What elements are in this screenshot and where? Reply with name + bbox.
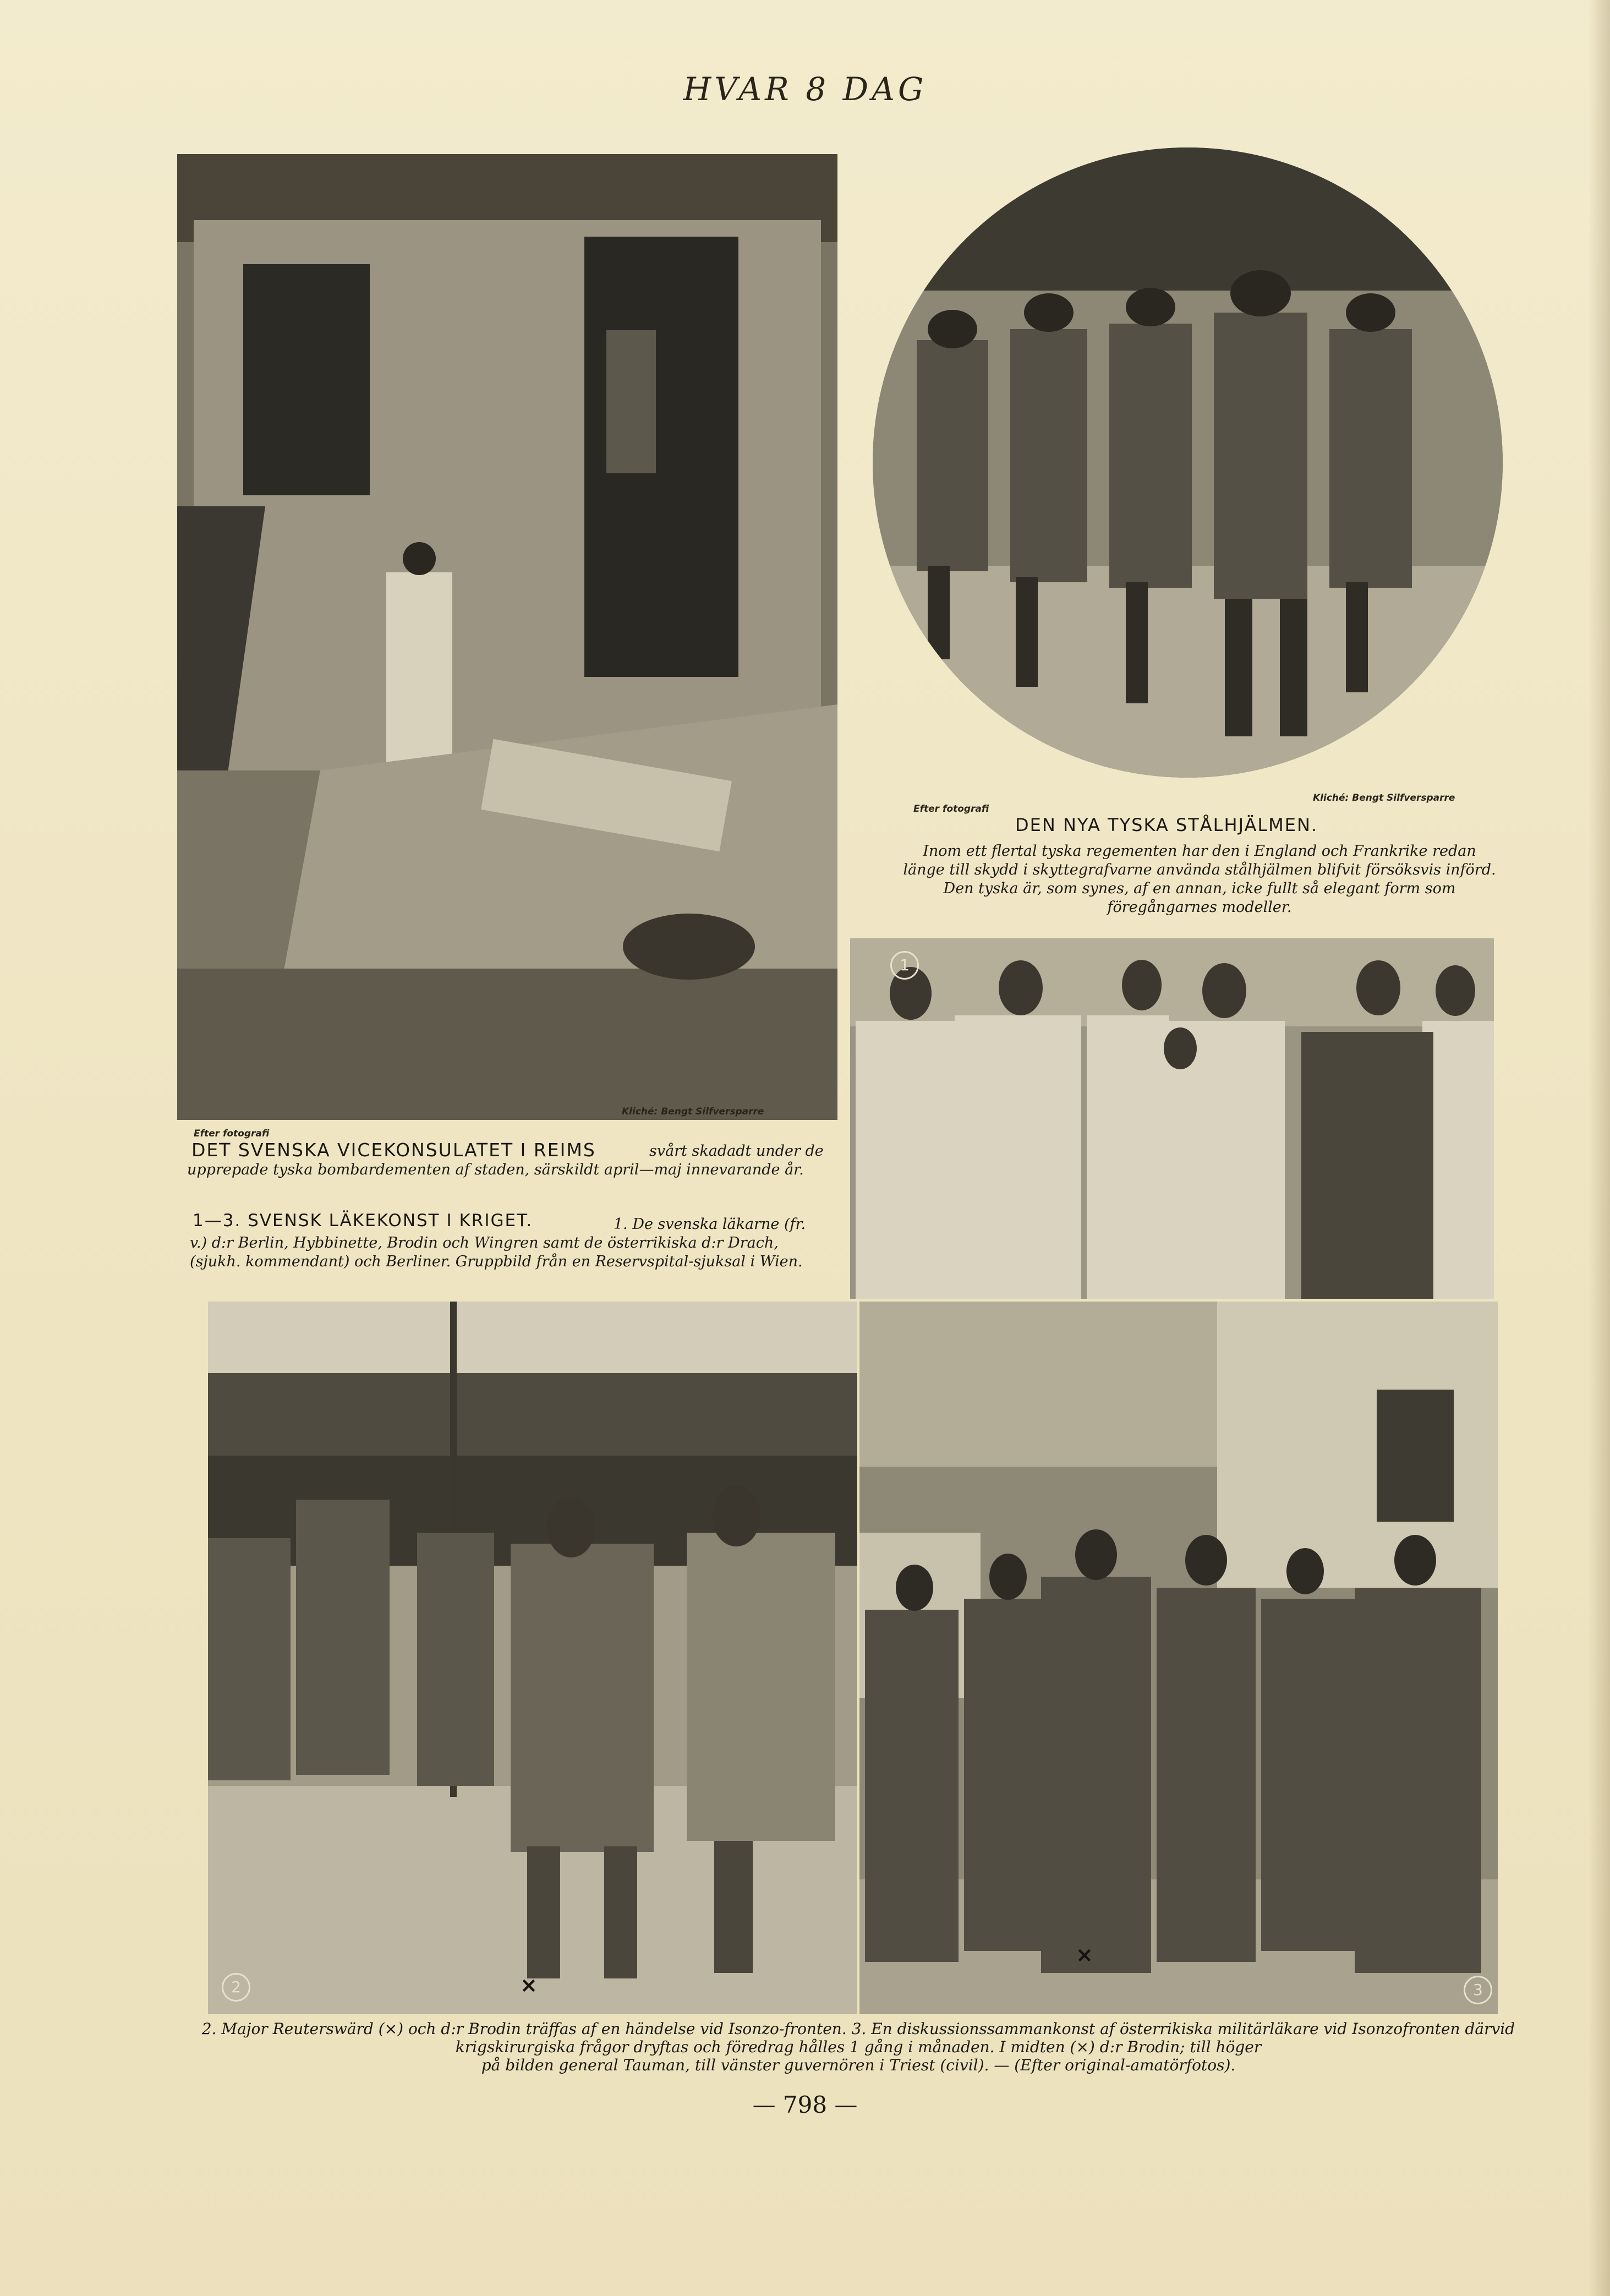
- consulate-caption-title: DET SVENSKA VICEKONSULATET I REIMS: [191, 1139, 596, 1161]
- bottom-caption-line2: på bilden general Tauman, till vänster guvernören i Triest (civil). — (Efter original-amatörfotos).: [481, 2056, 1236, 2074]
- consulate-image: [177, 154, 837, 1120]
- badge-two: 2: [222, 1973, 250, 2002]
- section-text: 1. De svenska läkarne (fr. v.) d:r Berlin, Hybbinette, Brodin och Wingren samt de österrikiska d:r Drach, (sjukh. kommendant) och Berliner. Gruppbild från en Reservspital-sjuksal i Wien.: [190, 1216, 806, 1270]
- helmet-caption-title: DEN NYA TYSKA STÅLHJÄLMEN.: [1015, 814, 1318, 835]
- helmet-credit-right: Kliché: Bengt Silfversparre: [1313, 792, 1455, 803]
- page-number: — 798 —: [752, 2091, 858, 2118]
- x-mark-brodin: ×: [1076, 1943, 1093, 1967]
- x-mark-reutersward: ×: [520, 1973, 538, 1997]
- helmets-image: [873, 147, 1503, 778]
- bottom-caption: [198, 2020, 1519, 2074]
- photo-isonzo-meeting: [208, 1302, 857, 2014]
- section-title: 1—3. SVENSK LÄKEKONST I KRIGET.: [193, 1211, 533, 1231]
- page-header: HVAR 8 DAG: [683, 70, 927, 108]
- helmet-credit-left: Efter fotografi: [913, 803, 989, 814]
- bottom-caption-line1: 2. Major Reuterswärd (×) och d:r Brodin träffas af en händelse vid Isonzo-fronten. 3. En diskussionssammankonst af österrikiska militärläkare vid Isonzofronten därvid krigskirurgiska frågor dryftas och föredrag hålles 1 gång i månaden. I midten (×) d:r Brodin; till höger: [201, 2020, 1515, 2056]
- doctors-group-image: [850, 938, 1494, 1299]
- consulate-caption-text: svårt skadadt under de upprepade tyska bombardementen af staden, särskildt april—maj innevarande år.: [187, 1142, 824, 1178]
- consulate-credit-left: Efter fotografi: [194, 1128, 270, 1139]
- badge-three: 3: [1464, 1976, 1492, 2004]
- discussion-meeting-image: [859, 1302, 1498, 2014]
- isonzo-meeting-image: [208, 1302, 857, 2014]
- consulate-credit-right: Kliché: Bengt Silfversparre: [622, 1106, 764, 1117]
- photo-doctors-group: [850, 938, 1494, 1299]
- badge-one: 1: [890, 951, 919, 980]
- helmet-caption-text: Inom ett flertal tyska regementen har den i England och Frankrike redan länge till skydd i skyttegrafvarne använda stålhjälmen blifvit försöksvis införd. Den tyska är, som synes, af en annan, icke fullt så elegant form som föregångarnes modeller.: [903, 843, 1496, 916]
- photo-discussion-meeting: [859, 1302, 1498, 2014]
- photo-helmets: [873, 147, 1503, 778]
- photo-consulate: [177, 154, 837, 1120]
